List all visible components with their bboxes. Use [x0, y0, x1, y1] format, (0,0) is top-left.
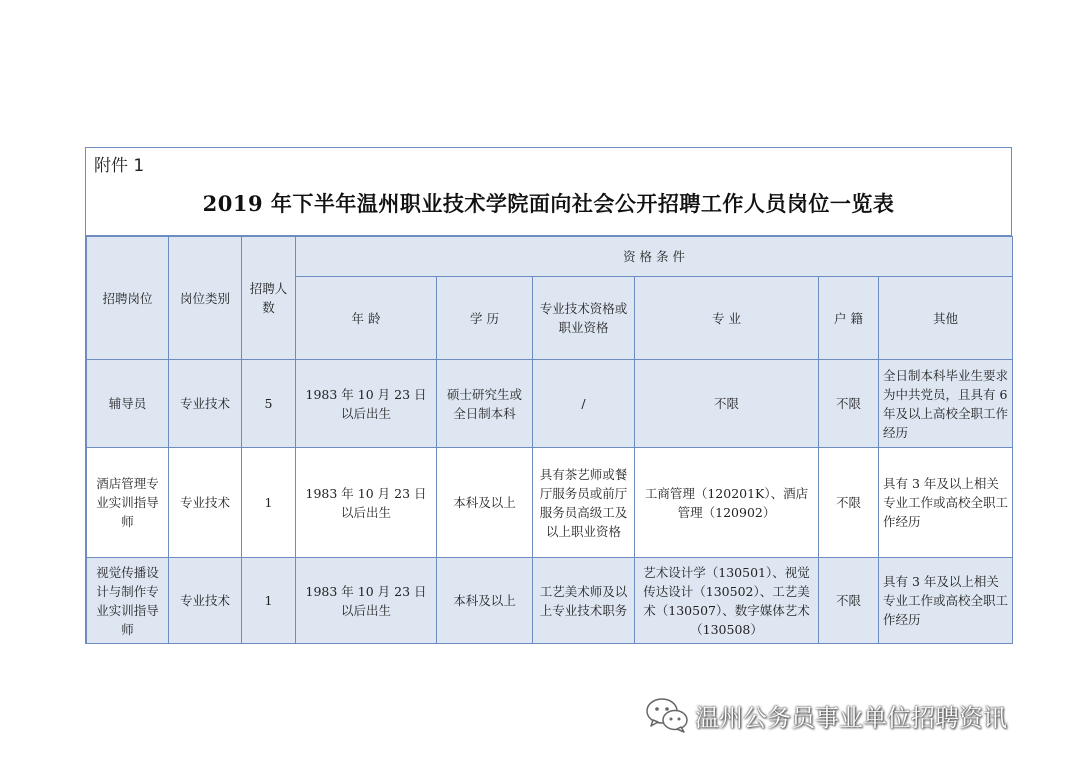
cell-major: 不限	[635, 360, 819, 448]
title-block	[86, 148, 1011, 236]
cell-major: 艺术设计学（130501）、视觉传达设计（130502）、工艺美术（130507）、数字媒体艺术（130508）	[635, 558, 819, 644]
cell-education: 本科及以上	[437, 448, 533, 558]
cell-major: 工商管理（120201K）、酒店管理（120902）	[635, 448, 819, 558]
cell-certificate: /	[533, 360, 635, 448]
table-row	[87, 448, 1013, 558]
document-frame	[85, 147, 1012, 644]
table-row	[87, 360, 1013, 448]
cell-age: 1983 年 10 月 23 日以后出生	[296, 558, 437, 644]
table-row	[87, 558, 1013, 644]
cell-education: 本科及以上	[437, 558, 533, 644]
header-household: 户 籍	[819, 277, 879, 360]
cell-certificate: 工艺美术师及以上专业技术职务	[533, 558, 635, 644]
cell-household: 不限	[819, 558, 879, 644]
cell-count: 1	[242, 448, 296, 558]
cell-household: 不限	[819, 360, 879, 448]
cell-other: 具有 3 年及以上相关专业工作或高校全职工作经历	[879, 558, 1013, 644]
watermark	[645, 692, 1007, 738]
cell-category: 专业技术	[169, 360, 242, 448]
header-education: 学 历	[437, 277, 533, 360]
cell-category: 专业技术	[169, 448, 242, 558]
cell-position: 酒店管理专业实训指导师	[87, 448, 169, 558]
wechat-icon	[645, 696, 689, 734]
cell-certificate: 具有茶艺师或餐厅服务员或前厅服务员高级工及以上职业资格	[533, 448, 635, 558]
positions-table	[86, 236, 1013, 644]
cell-count: 5	[242, 360, 296, 448]
header-qualifications: 资 格 条 件	[296, 237, 1013, 277]
header-category: 岗位类别	[169, 237, 242, 360]
cell-position: 辅导员	[87, 360, 169, 448]
cell-count: 1	[242, 558, 296, 644]
cell-category: 专业技术	[169, 558, 242, 644]
page-title: 2019 年下半年温州职业技术学院面向社会公开招聘工作人员岗位一览表	[202, 191, 895, 216]
cell-household: 不限	[819, 448, 879, 558]
header-other: 其他	[879, 277, 1013, 360]
cell-other: 具有 3 年及以上相关专业工作或高校全职工作经历	[879, 448, 1013, 558]
cell-age: 1983 年 10 月 23 日以后出生	[296, 360, 437, 448]
cell-other: 全日制本科毕业生要求为中共党员，且具有 6 年及以上高校全职工作经历	[879, 360, 1013, 448]
header-major: 专 业	[635, 277, 819, 360]
cell-age: 1983 年 10 月 23 日以后出生	[296, 448, 437, 558]
header-certificate: 专业技术资格或职业资格	[533, 277, 635, 360]
cell-education: 硕士研究生或全日制本科	[437, 360, 533, 448]
header-age: 年 龄	[296, 277, 437, 360]
watermark-text: 温州公务员事业单位招聘资讯	[695, 703, 1007, 732]
header-count: 招聘人数	[242, 237, 296, 360]
cell-position: 视觉传播设计与制作专业实训指导师	[87, 558, 169, 644]
attachment-label: 附件 1	[94, 156, 145, 176]
header-position: 招聘岗位	[87, 237, 169, 360]
